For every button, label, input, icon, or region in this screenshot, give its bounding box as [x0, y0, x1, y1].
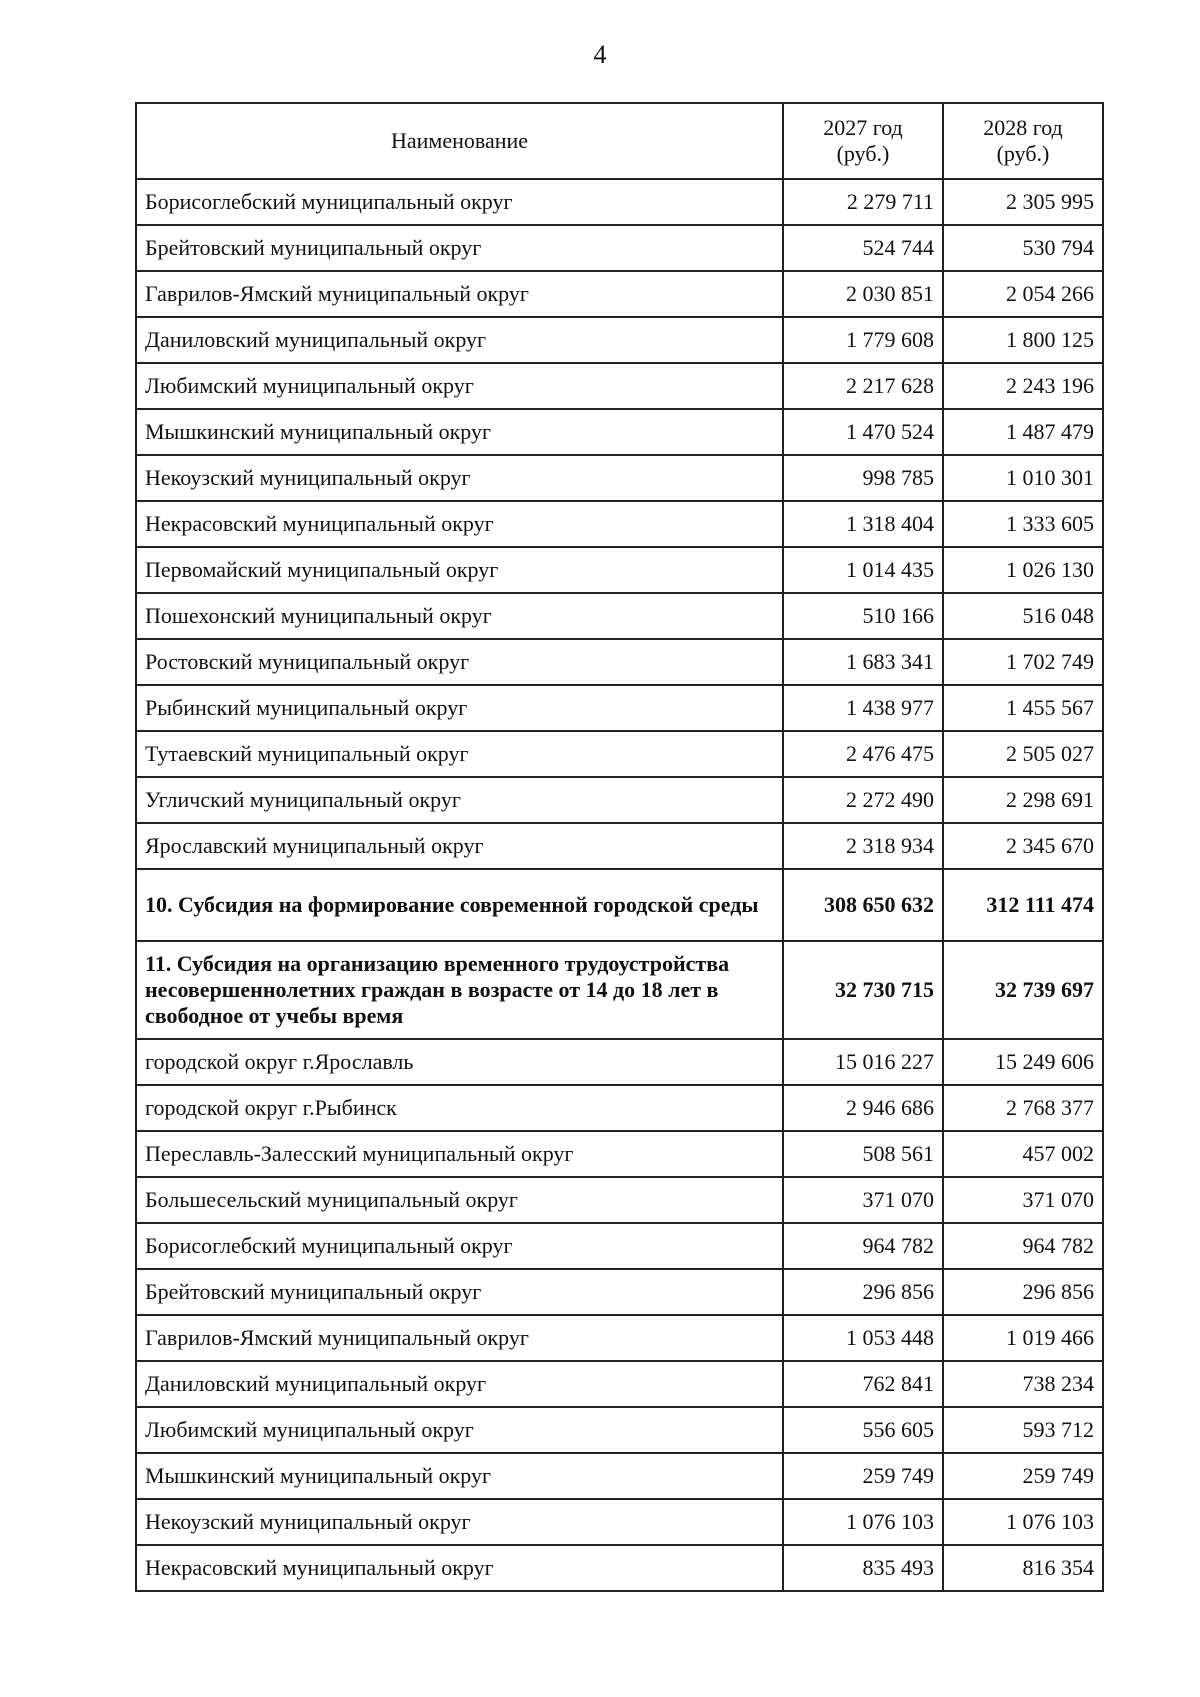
row-value-2027: 1 683 341 — [783, 639, 943, 685]
header-year-2028 — [943, 103, 1103, 179]
row-name: Гаврилов-Ямский муниципальный округ — [136, 271, 783, 317]
row-value-2027: 2 946 686 — [783, 1085, 943, 1131]
row-value-2027: 2 030 851 — [783, 271, 943, 317]
row-value-2028: 2 298 691 — [943, 777, 1103, 823]
row-value-2028: 593 712 — [943, 1407, 1103, 1453]
row-name: Брейтовский муниципальный округ — [136, 1269, 783, 1315]
row-value-2027: 1 053 448 — [783, 1315, 943, 1361]
header-name: Наименование — [136, 103, 783, 179]
row-name: Некрасовский муниципальный округ — [136, 1545, 783, 1591]
table-row — [136, 1499, 1103, 1545]
table-row — [136, 1545, 1103, 1591]
table-row — [136, 271, 1103, 317]
row-value-2027: 2 217 628 — [783, 363, 943, 409]
row-value-2027: 510 166 — [783, 593, 943, 639]
header-year-2028-label: 2028 год — [983, 115, 1063, 140]
row-value-2027: 762 841 — [783, 1361, 943, 1407]
row-name: Рыбинский муниципальный округ — [136, 685, 783, 731]
table-row — [136, 1361, 1103, 1407]
table-row — [136, 1177, 1103, 1223]
row-value-2028: 2 243 196 — [943, 363, 1103, 409]
table-body — [136, 179, 1103, 1591]
table-row — [136, 731, 1103, 777]
row-name: Ростовский муниципальный округ — [136, 639, 783, 685]
row-value-2028: 312 111 474 — [943, 869, 1103, 941]
section-row — [136, 869, 1103, 941]
row-value-2027: 556 605 — [783, 1407, 943, 1453]
row-name: Гаврилов-Ямский муниципальный округ — [136, 1315, 783, 1361]
row-name: Некрасовский муниципальный округ — [136, 501, 783, 547]
row-value-2028: 1 702 749 — [943, 639, 1103, 685]
table-row — [136, 1085, 1103, 1131]
table-row — [136, 409, 1103, 455]
row-value-2027: 2 476 475 — [783, 731, 943, 777]
row-value-2027: 371 070 — [783, 1177, 943, 1223]
row-value-2028: 296 856 — [943, 1269, 1103, 1315]
row-value-2028: 2 505 027 — [943, 731, 1103, 777]
row-value-2027: 1 076 103 — [783, 1499, 943, 1545]
row-value-2027: 15 016 227 — [783, 1039, 943, 1085]
table-row — [136, 1453, 1103, 1499]
table-row — [136, 593, 1103, 639]
table-row — [136, 823, 1103, 869]
row-name: городской округ г.Ярославль — [136, 1039, 783, 1085]
row-value-2027: 1 014 435 — [783, 547, 943, 593]
table-row — [136, 455, 1103, 501]
row-value-2027: 308 650 632 — [783, 869, 943, 941]
row-name: Большесельский муниципальный округ — [136, 1177, 783, 1223]
table-row — [136, 363, 1103, 409]
row-value-2027: 32 730 715 — [783, 941, 943, 1039]
row-value-2027: 524 744 — [783, 225, 943, 271]
row-value-2027: 2 318 934 — [783, 823, 943, 869]
row-name: Некоузский муниципальный округ — [136, 1499, 783, 1545]
row-value-2028: 1 019 466 — [943, 1315, 1103, 1361]
row-value-2028: 32 739 697 — [943, 941, 1103, 1039]
row-name: городской округ г.Рыбинск — [136, 1085, 783, 1131]
row-value-2027: 1 470 524 — [783, 409, 943, 455]
row-value-2027: 964 782 — [783, 1223, 943, 1269]
row-value-2028: 1 800 125 — [943, 317, 1103, 363]
row-value-2028: 259 749 — [943, 1453, 1103, 1499]
subsidy-table — [135, 102, 1104, 1592]
header-year-2027-unit: (руб.) — [836, 141, 890, 166]
table-row — [136, 1315, 1103, 1361]
row-value-2027: 259 749 — [783, 1453, 943, 1499]
row-value-2028: 1 026 130 — [943, 547, 1103, 593]
row-value-2027: 508 561 — [783, 1131, 943, 1177]
row-value-2028: 371 070 — [943, 1177, 1103, 1223]
row-name: Тутаевский муниципальный округ — [136, 731, 783, 777]
row-value-2028: 2 054 266 — [943, 271, 1103, 317]
row-value-2028: 2 305 995 — [943, 179, 1103, 225]
row-value-2028: 530 794 — [943, 225, 1103, 271]
row-name: Даниловский муниципальный округ — [136, 317, 783, 363]
header-year-2028-unit: (руб.) — [996, 141, 1050, 166]
header-year-2027-label: 2027 год — [823, 115, 903, 140]
table-row — [136, 1131, 1103, 1177]
row-value-2028: 1 010 301 — [943, 455, 1103, 501]
page-number: 4 — [593, 40, 607, 69]
table-row — [136, 547, 1103, 593]
row-name: Брейтовский муниципальный округ — [136, 225, 783, 271]
table-row — [136, 1039, 1103, 1085]
row-name: 10. Субсидия на формирование современной городской среды — [136, 869, 783, 941]
row-value-2028: 457 002 — [943, 1131, 1103, 1177]
section-row — [136, 941, 1103, 1039]
table-row — [136, 639, 1103, 685]
row-name: Мышкинский муниципальный округ — [136, 409, 783, 455]
row-value-2027: 835 493 — [783, 1545, 943, 1591]
table-row — [136, 1223, 1103, 1269]
row-value-2028: 1 487 479 — [943, 409, 1103, 455]
row-name: Даниловский муниципальный округ — [136, 1361, 783, 1407]
row-name: Переславль-Залесский муниципальный округ — [136, 1131, 783, 1177]
table-row — [136, 317, 1103, 363]
row-name: 11. Субсидия на организацию временного трудоустройства несовершеннолетних граждан в возрасте от 14 до 18 лет в свободное от учебы время — [136, 941, 783, 1039]
row-name: Ярославский муниципальный округ — [136, 823, 783, 869]
table-row — [136, 1407, 1103, 1453]
row-value-2027: 2 279 711 — [783, 179, 943, 225]
row-name: Любимский муниципальный округ — [136, 363, 783, 409]
row-value-2027: 1 779 608 — [783, 317, 943, 363]
row-value-2027: 1 318 404 — [783, 501, 943, 547]
table-row — [136, 179, 1103, 225]
table-row — [136, 501, 1103, 547]
table-header-row — [136, 103, 1103, 179]
row-value-2028: 15 249 606 — [943, 1039, 1103, 1085]
row-value-2027: 2 272 490 — [783, 777, 943, 823]
row-value-2027: 998 785 — [783, 455, 943, 501]
row-name: Борисоглебский муниципальный округ — [136, 179, 783, 225]
row-name: Борисоглебский муниципальный округ — [136, 1223, 783, 1269]
row-value-2027: 296 856 — [783, 1269, 943, 1315]
row-name: Мышкинский муниципальный округ — [136, 1453, 783, 1499]
row-name: Любимский муниципальный округ — [136, 1407, 783, 1453]
row-name: Некоузский муниципальный округ — [136, 455, 783, 501]
row-value-2028: 964 782 — [943, 1223, 1103, 1269]
table-row — [136, 777, 1103, 823]
header-year-2027 — [783, 103, 943, 179]
row-value-2028: 738 234 — [943, 1361, 1103, 1407]
row-name: Пошехонский муниципальный округ — [136, 593, 783, 639]
row-value-2028: 2 768 377 — [943, 1085, 1103, 1131]
row-value-2028: 516 048 — [943, 593, 1103, 639]
table-row — [136, 1269, 1103, 1315]
row-name: Первомайский муниципальный округ — [136, 547, 783, 593]
row-name: Угличский муниципальный округ — [136, 777, 783, 823]
table-row — [136, 225, 1103, 271]
row-value-2028: 1 333 605 — [943, 501, 1103, 547]
row-value-2028: 1 076 103 — [943, 1499, 1103, 1545]
row-value-2027: 1 438 977 — [783, 685, 943, 731]
row-value-2028: 2 345 670 — [943, 823, 1103, 869]
row-value-2028: 1 455 567 — [943, 685, 1103, 731]
table-row — [136, 685, 1103, 731]
row-value-2028: 816 354 — [943, 1545, 1103, 1591]
